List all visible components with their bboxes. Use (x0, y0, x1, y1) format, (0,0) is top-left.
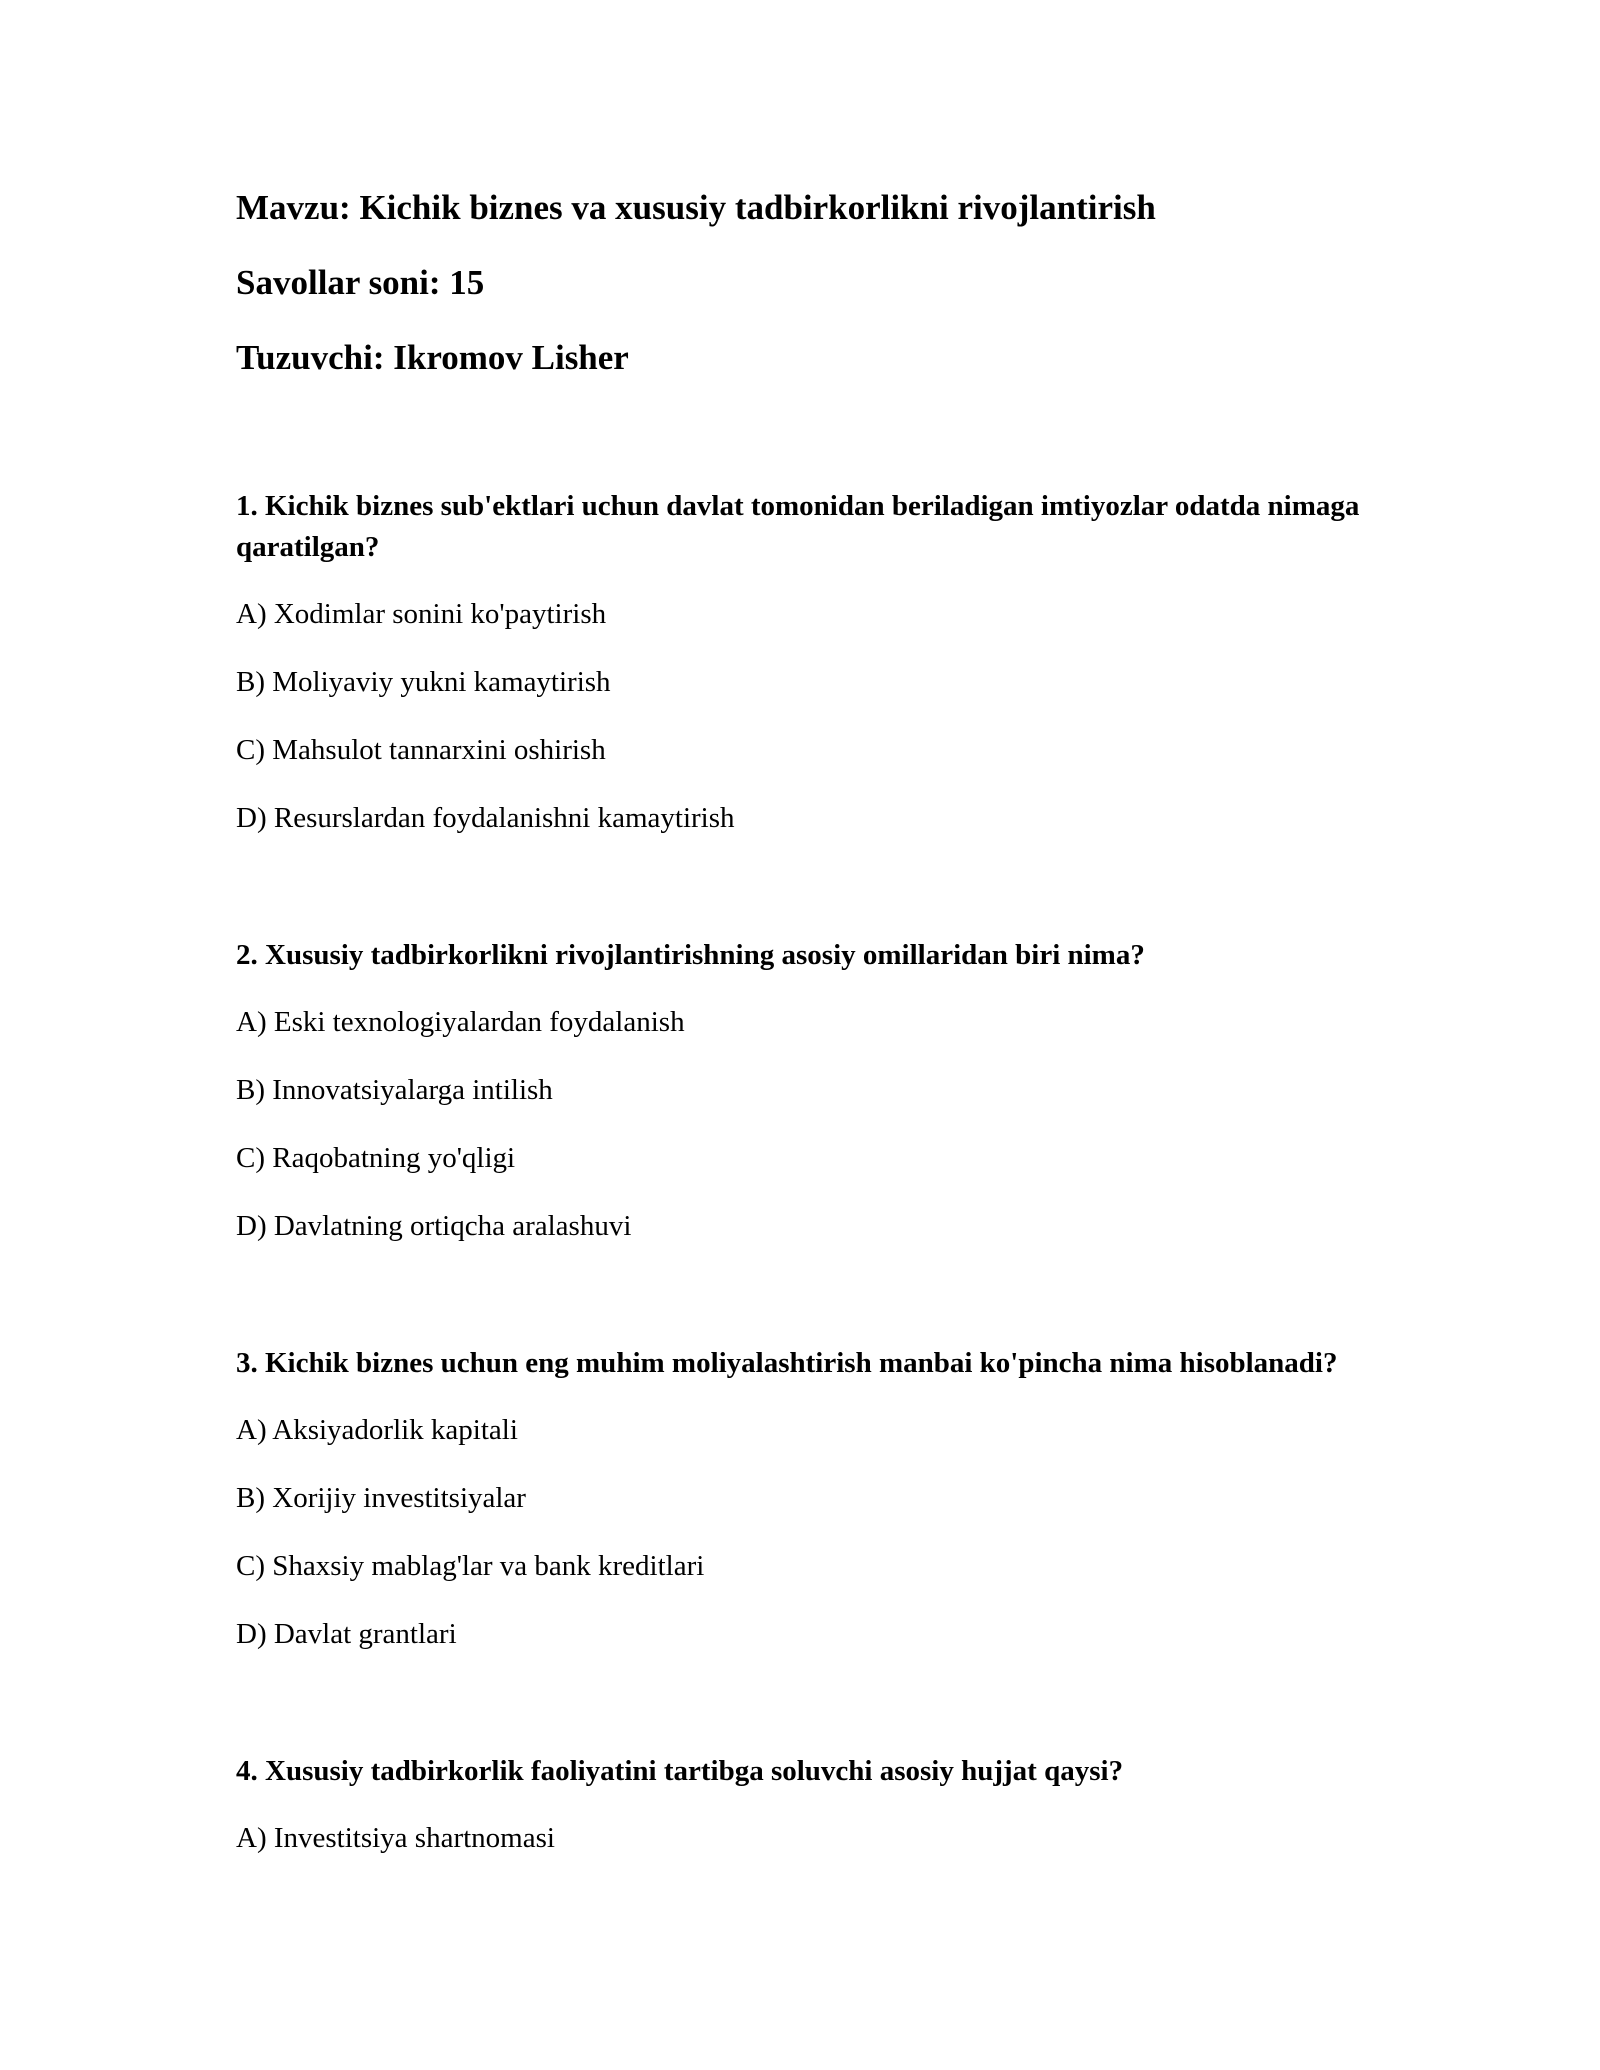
question-title: 4. Xususiy tadbirkorlik faoliyatini tartibga soluvchi asosiy hujjat qaysi? (236, 1755, 1124, 1787)
question-title: 2. Xususiy tadbirkorlikni rivojlantirishning asosiy omillaridan biri nima? (236, 939, 1145, 971)
question-title: 1. Kichik biznes sub'ektlari uchun davlat tomonidan beriladigan imtiyozlar odatda nimaga qaratilgan? (236, 490, 1360, 563)
document-content (236, 186, 1366, 1955)
question-4 (236, 1751, 1366, 1857)
document-header (236, 186, 1366, 380)
topic-heading: Mavzu: Kichik biznes va xususiy tadbirkorlikni rivojlantirish (236, 188, 1156, 227)
question-2 (236, 935, 1366, 1245)
option-a: A) Eski texnologiyalardan foydalanish (236, 1006, 685, 1038)
option-b: B) Innovatsiyalarga intilish (236, 1074, 553, 1106)
author-line: Tuzuvchi: Ikromov Lisher (236, 338, 629, 377)
option-c: C) Shaxsiy mablag'lar va bank kreditlari (236, 1550, 705, 1582)
question-count: Savollar soni: 15 (236, 263, 485, 302)
option-a: A) Investitsiya shartnomasi (236, 1822, 555, 1854)
option-c: C) Mahsulot tannarxini oshirish (236, 734, 606, 766)
option-a: A) Xodimlar sonini ko'paytirish (236, 598, 607, 630)
option-a: A) Aksiyadorlik kapitali (236, 1414, 518, 1446)
question-title: 3. Kichik biznes uchun eng muhim moliyalashtirish manbai ko'pincha nima hisoblanadi? (236, 1347, 1338, 1379)
option-d: D) Davlatning ortiqcha aralashuvi (236, 1210, 632, 1242)
option-b: B) Xorijiy investitsiyalar (236, 1482, 526, 1514)
option-b: B) Moliyaviy yukni kamaytirish (236, 666, 611, 698)
option-d: D) Resurslardan foydalanishni kamaytirish (236, 802, 735, 834)
question-1 (236, 486, 1366, 837)
option-d: D) Davlat grantlari (236, 1618, 457, 1650)
option-c: C) Raqobatning yo'qligi (236, 1142, 516, 1174)
question-3 (236, 1343, 1366, 1653)
